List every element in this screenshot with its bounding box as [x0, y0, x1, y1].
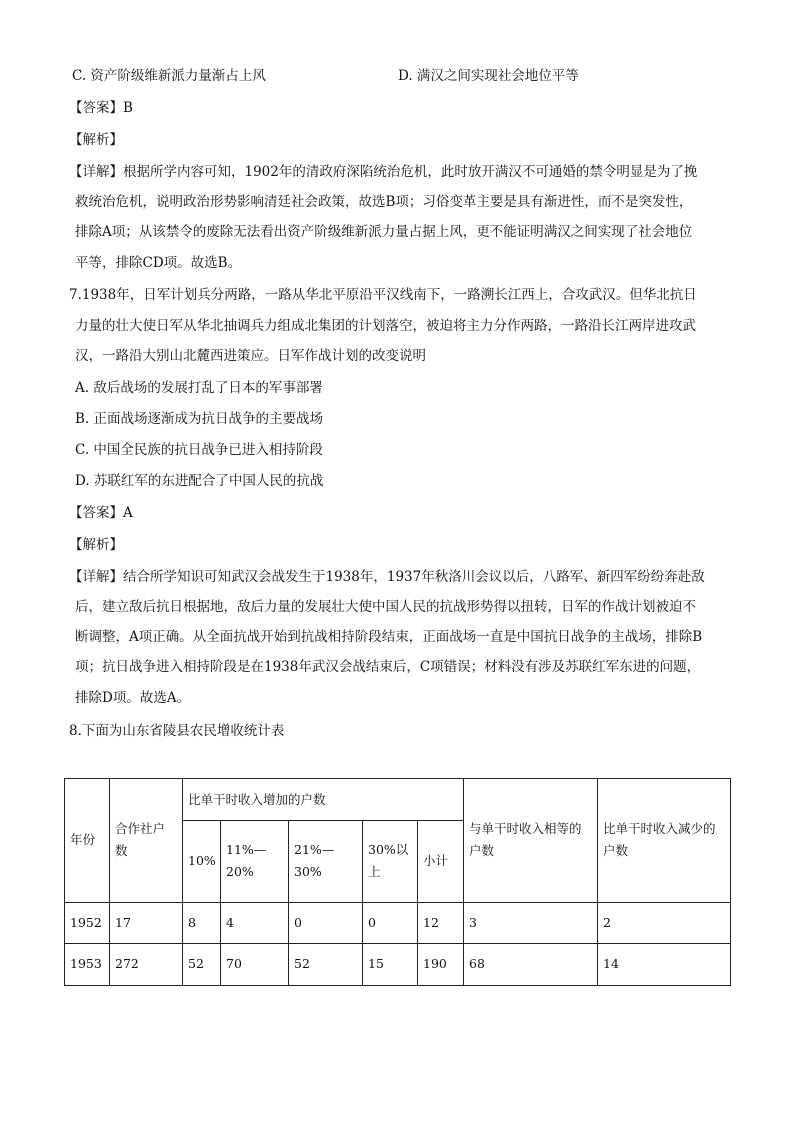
header-coop: 合作社户数: [110, 779, 183, 903]
option-b: B. 正面战场逐渐成为抗日战争的主要战场: [75, 411, 324, 427]
cell: 0: [363, 902, 418, 943]
cell: 1953: [65, 943, 110, 985]
cell: 52: [289, 943, 363, 985]
cell: 14: [598, 943, 731, 985]
cell: 3: [464, 902, 598, 943]
detail-line: 排除D项。故选A。: [75, 690, 191, 706]
answer-label: 【答案】B: [69, 100, 133, 116]
question-stem: 汉，一路沿大别山北麓西进策应。日军作战计划的改变说明: [75, 348, 426, 364]
cell: 272: [110, 943, 183, 985]
income-table: [64, 778, 731, 986]
cell: 1952: [65, 902, 110, 943]
cell: 52: [183, 943, 221, 985]
question-stem: 力量的壮大使日军从华北抽调兵力组成北集团的计划落空，被迫将主力分作两路，一路沿长江两岸进攻武: [75, 318, 696, 334]
answer-label: 【答案】A: [69, 505, 133, 521]
cell: 190: [418, 943, 464, 985]
detail-line: 后，建立敌后抗日根据地，敌后力量的发展壮大使中国人民的抗战形势得以扭转，日军的作战计划被迫不: [75, 599, 696, 615]
option-a: A. 敌后战场的发展打乱了日本的军事部署: [75, 380, 323, 396]
header-sub: 小计: [418, 821, 464, 902]
cell: 68: [464, 943, 598, 985]
detail-line: 【详解】结合所学知识可知武汉会战发生于1938年，1937年秋洛川会议以后，八路军、新四军纷纷奔赴敌: [69, 569, 705, 585]
analysis-label: 【解析】: [69, 132, 123, 148]
cell: 17: [110, 902, 183, 943]
cell: 0: [289, 902, 363, 943]
header-year: 年份: [65, 779, 110, 903]
option-c: C. 资产阶级维新派力量渐占上风: [72, 68, 266, 84]
question-stem: 7.1938年，日军计划兵分两路，一路从华北平原沿平汉线南下，一路溯长江西上，合攻武汉。但华北抗日: [69, 287, 697, 303]
header-sub: 10%: [183, 821, 221, 902]
header-decrease: 比单干时收入减少的户数: [598, 779, 731, 903]
header-increase: 比单干时收入增加的户数: [183, 779, 464, 821]
detail-line: 排除A项；从该禁令的废除无法看出资产阶级维新派力量占据上风，更不能证明满汉之间实现了社会地位: [75, 224, 693, 240]
cell: 8: [183, 902, 221, 943]
option-c: C. 中国全民族的抗日战争已进入相持阶段: [75, 442, 323, 458]
detail-line: 救统治危机，说明政治形势影响清廷社会政策，故选B项；习俗变革主要是具有渐进性，而不是突发性，: [75, 194, 693, 210]
option-d: D. 苏联红军的东进配合了中国人民的抗战: [75, 473, 324, 489]
cell: 2: [598, 902, 731, 943]
header-equal: 与单干时收入相等的户数: [464, 779, 598, 903]
cell: 12: [418, 902, 464, 943]
cell: 15: [363, 943, 418, 985]
detail-line: 【详解】根据所学内容可知，1902年的清政府深陷统治危机，此时放开满汉不可通婚的禁令明显是为了挽: [69, 164, 698, 180]
detail-line: 平等，排除CD项。故选B。: [75, 255, 242, 271]
question-stem: 8.下面为山东省陵县农民增收统计表: [69, 723, 285, 739]
table-row: [65, 902, 731, 943]
table-row: [65, 943, 731, 985]
detail-line: 项；抗日战争进入相持阶段是在1938年武汉会战结束后，C项错误；材料没有涉及苏联红军东进的问题，: [75, 659, 701, 675]
header-sub: 11%—20%: [221, 821, 289, 902]
header-sub: 21%—30%: [289, 821, 363, 902]
header-sub: 30%以上: [363, 821, 418, 902]
cell: 4: [221, 902, 289, 943]
analysis-label: 【解析】: [69, 537, 123, 553]
option-d: D. 满汉之间实现社会地位平等: [398, 68, 579, 84]
detail-line: 断调整，A项正确。从全面抗战开始到抗战相持阶段结束，正面战场一直是中国抗日战争的主战场，排除B: [75, 629, 703, 645]
cell: 70: [221, 943, 289, 985]
